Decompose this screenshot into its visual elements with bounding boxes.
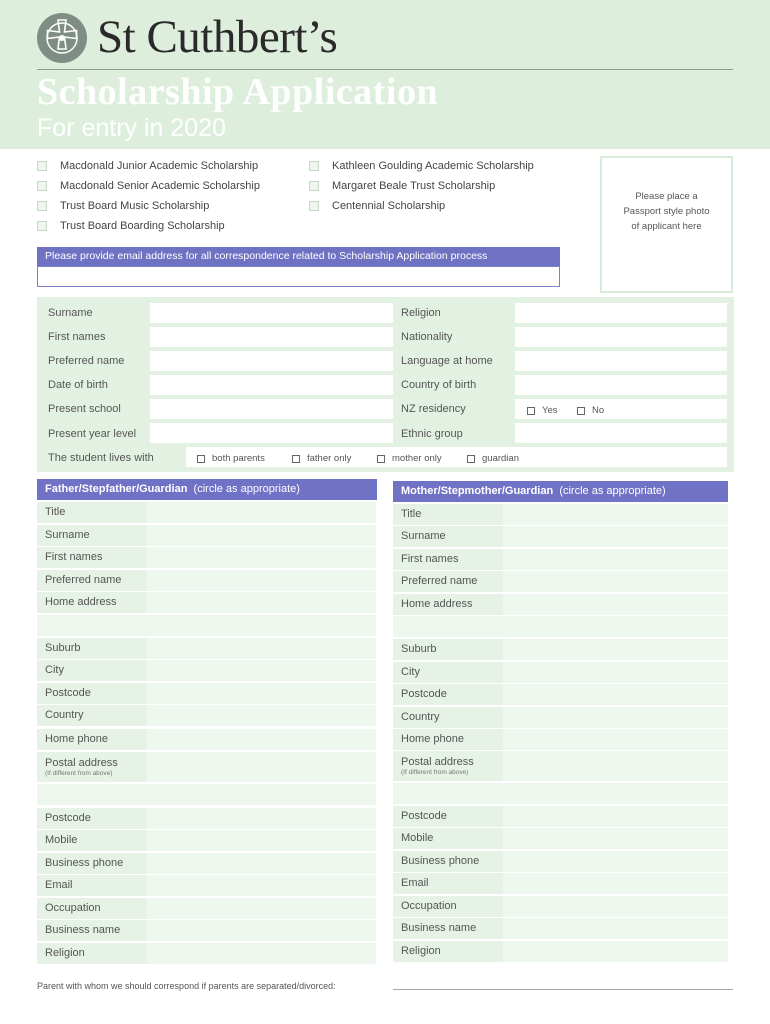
- field-label: Surname: [45, 529, 90, 541]
- father-field-row: [37, 705, 376, 726]
- field-label-preferred-name: Preferred name: [48, 355, 125, 367]
- mother-country-field[interactable]: [503, 707, 728, 728]
- lives-with-father-only[interactable]: [292, 453, 351, 464]
- father-field-row: [37, 752, 376, 782]
- postal-address-label: Postal address: [45, 757, 118, 769]
- field-label-nz-residency: NZ residency: [401, 403, 466, 415]
- field-label: Home phone: [401, 733, 464, 745]
- field-label-surname: Surname: [48, 307, 93, 319]
- field-label: Occupation: [45, 902, 101, 914]
- scholarship-label: Margaret Beale Trust Scholarship: [332, 180, 496, 192]
- scholarship-option[interactable]: [37, 199, 209, 213]
- father-field-row: [37, 875, 376, 896]
- field-label-first-names: First names: [48, 331, 106, 343]
- field-label: Home address: [401, 598, 473, 610]
- checkbox[interactable]: [37, 201, 47, 211]
- father-field-row: [37, 660, 376, 681]
- mother-postal-address-field[interactable]: [503, 751, 728, 781]
- email-field[interactable]: [37, 266, 560, 287]
- page-subtitle: For entry in 2020: [37, 114, 226, 142]
- father-postal-line-2[interactable]: [37, 784, 376, 805]
- mother-field-row: [393, 751, 728, 781]
- field-label: Business name: [45, 924, 121, 936]
- field-label: Postcode: [45, 812, 91, 824]
- mother-heading-note: (circle as appropriate): [559, 485, 666, 497]
- checkbox[interactable]: [37, 221, 47, 231]
- field-label: Occupation: [401, 900, 457, 912]
- residency-no-label: No: [592, 405, 605, 416]
- postal-address-note: (If different from above): [401, 769, 469, 776]
- field-label: Postcode: [401, 810, 447, 822]
- field-label-country-of-birth: Country of birth: [401, 379, 477, 391]
- field-label: Business name: [401, 922, 477, 934]
- preferred-name-field[interactable]: [150, 351, 393, 371]
- lives-with-guardian[interactable]: [467, 453, 519, 464]
- father-field-row: [37, 638, 376, 659]
- postal-address-label: Postal address: [401, 756, 474, 768]
- correspondence-parent-label: Parent with whom we should correspond if parents are separated/divorced:: [37, 981, 336, 991]
- scholarship-option[interactable]: [309, 179, 495, 193]
- mother-field-row: [393, 594, 728, 615]
- mother-postal-postcode-field[interactable]: [503, 806, 728, 827]
- field-label: Religion: [45, 947, 85, 959]
- scholarship-label: Macdonald Senior Academic Scholarship: [60, 180, 260, 192]
- surname-field[interactable]: [150, 303, 393, 323]
- checkbox[interactable]: [577, 407, 585, 415]
- checkbox[interactable]: [292, 455, 300, 463]
- field-label: Email: [401, 877, 429, 889]
- school-name: St Cuthbert’s: [97, 11, 338, 63]
- mother-suburb-field[interactable]: [503, 639, 728, 660]
- field-label: Preferred name: [401, 575, 478, 587]
- mother-field-row: [393, 662, 728, 683]
- religion-field[interactable]: [515, 303, 727, 323]
- field-label: Business phone: [401, 855, 480, 867]
- scholarship-option[interactable]: [37, 159, 258, 173]
- father-title-field[interactable]: [147, 502, 376, 523]
- mother-field-row: [393, 571, 728, 592]
- scholarship-label: Macdonald Junior Academic Scholarship: [60, 160, 259, 172]
- field-label: Suburb: [401, 643, 437, 655]
- photo-placeholder: [600, 156, 733, 293]
- mother-title-field[interactable]: [503, 504, 728, 525]
- scholarship-option[interactable]: [37, 179, 260, 193]
- father-city-field[interactable]: [147, 660, 376, 681]
- field-label: First names: [401, 553, 459, 565]
- father-field-row: [37, 830, 376, 851]
- lives-with-both-parents[interactable]: [197, 453, 265, 464]
- father-business-phone-field[interactable]: [147, 853, 376, 874]
- photo-instructions: Please place a Passport style photo of applicant here: [623, 191, 710, 232]
- scholarship-option[interactable]: [37, 219, 225, 233]
- father-field-row: [37, 729, 376, 750]
- field-label-language-at-home: Language at home: [401, 355, 493, 367]
- checkbox[interactable]: [37, 161, 47, 171]
- father-suburb-field[interactable]: [147, 638, 376, 659]
- field-label: City: [401, 666, 420, 678]
- father-religion-field[interactable]: [147, 943, 376, 964]
- father-first-names-field[interactable]: [147, 547, 376, 568]
- email-instruction-bar: Please provide email address for all correspondence related to Scholarship Application process: [37, 247, 560, 266]
- father-preferred-name-field[interactable]: [147, 570, 376, 591]
- option-label: both parents: [212, 453, 265, 464]
- field-label: Title: [401, 508, 422, 520]
- mother-field-row: [393, 526, 728, 547]
- scholarship-label: Trust Board Music Scholarship: [60, 200, 210, 212]
- mother-section-heading: [393, 481, 728, 502]
- checkbox[interactable]: [37, 181, 47, 191]
- father-field-row: [37, 943, 376, 964]
- father-field-row: [37, 502, 376, 523]
- scholarship-label: Centennial Scholarship: [332, 200, 446, 212]
- field-label-ethnic-group: Ethnic group: [401, 428, 463, 440]
- father-postal-address-field[interactable]: [147, 752, 376, 782]
- mother-field-row: [393, 918, 728, 939]
- father-surname-field[interactable]: [147, 525, 376, 546]
- scholarship-label: Kathleen Goulding Academic Scholarship: [332, 160, 534, 172]
- field-label: Business phone: [45, 857, 124, 869]
- field-label: Home phone: [45, 733, 108, 745]
- mother-mobile-field[interactable]: [503, 828, 728, 849]
- page-title: Scholarship Application: [37, 71, 439, 113]
- mother-heading-title: Mother/Stepmother/Guardian: [401, 485, 554, 497]
- father-field-row: [37, 547, 376, 568]
- field-label: Country: [45, 709, 84, 721]
- nationality-field[interactable]: [515, 327, 727, 347]
- correspondence-parent-field[interactable]: [393, 989, 733, 990]
- option-label: guardian: [482, 453, 519, 464]
- present-year-level-field[interactable]: [150, 423, 393, 443]
- father-postcode-field[interactable]: [147, 683, 376, 704]
- postal-address-note: (If different from above): [45, 770, 113, 777]
- first-names-field[interactable]: [150, 327, 393, 347]
- field-label-present-school: Present school: [48, 403, 121, 415]
- date-of-birth-field[interactable]: [150, 375, 393, 395]
- father-field-row: [37, 920, 376, 941]
- field-label-date-of-birth: Date of birth: [48, 379, 108, 391]
- checkbox[interactable]: [197, 455, 205, 463]
- mother-city-field[interactable]: [503, 662, 728, 683]
- field-label-lives-with: The student lives with: [48, 452, 154, 464]
- father-field-row: [37, 525, 376, 546]
- father-mobile-field[interactable]: [147, 830, 376, 851]
- father-field-row: [37, 808, 376, 829]
- field-label: [45, 757, 118, 778]
- checkbox[interactable]: [309, 201, 319, 211]
- mother-field-row: [393, 806, 728, 827]
- scholarship-option[interactable]: [309, 199, 445, 213]
- field-label: Postcode: [401, 688, 447, 700]
- language-at-home-field[interactable]: [515, 351, 727, 371]
- scholarship-label: Trust Board Boarding Scholarship: [60, 220, 225, 232]
- field-label: Home address: [45, 596, 117, 608]
- mother-surname-field[interactable]: [503, 526, 728, 547]
- mother-field-row: [393, 504, 728, 525]
- present-school-field[interactable]: [150, 399, 393, 419]
- father-email-field[interactable]: [147, 875, 376, 896]
- father-field-row: [37, 898, 376, 919]
- mother-field-row: [393, 896, 728, 917]
- mother-religion-field[interactable]: [503, 941, 728, 962]
- father-field-row: [37, 683, 376, 704]
- mother-address-line-2[interactable]: [393, 616, 728, 637]
- checkbox[interactable]: [527, 407, 535, 415]
- field-label: Suburb: [45, 642, 81, 654]
- father-postal-postcode-field[interactable]: [147, 808, 376, 829]
- father-occupation-field[interactable]: [147, 898, 376, 919]
- mother-field-row: [393, 707, 728, 728]
- father-heading-title: Father/Stepfather/Guardian: [45, 483, 188, 495]
- mother-first-names-field[interactable]: [503, 549, 728, 570]
- mother-home-phone-field[interactable]: [503, 729, 728, 750]
- mother-field-row: [393, 851, 728, 872]
- residency-yes-option[interactable]: [527, 405, 558, 416]
- field-label-nationality: Nationality: [401, 331, 453, 343]
- father-heading-note: (circle as appropriate): [193, 483, 300, 495]
- lives-with-area: [186, 447, 727, 467]
- field-label: [401, 756, 474, 777]
- mother-business-name-field[interactable]: [503, 918, 728, 939]
- field-label: Country: [401, 711, 440, 723]
- mother-field-row: [393, 729, 728, 750]
- mother-home-address-field[interactable]: [503, 594, 728, 615]
- father-country-field[interactable]: [147, 705, 376, 726]
- field-label: Title: [45, 506, 66, 518]
- mother-field-row: [393, 873, 728, 894]
- father-field-row: [37, 570, 376, 591]
- option-label: father only: [307, 453, 352, 464]
- residency-no-option[interactable]: [577, 405, 604, 416]
- lives-with-mother-only[interactable]: [377, 453, 442, 464]
- field-label: Postcode: [45, 687, 91, 699]
- checkbox[interactable]: [467, 455, 475, 463]
- residency-yes-label: Yes: [542, 405, 558, 416]
- mother-email-field[interactable]: [503, 873, 728, 894]
- checkbox[interactable]: [309, 181, 319, 191]
- option-label: mother only: [392, 453, 442, 464]
- field-label-present-year-level: Present year level: [48, 428, 137, 440]
- mother-field-row: [393, 941, 728, 962]
- father-section-heading: [37, 479, 377, 500]
- mother-postcode-field[interactable]: [503, 684, 728, 705]
- field-label: Surname: [401, 530, 446, 542]
- father-field-row: [37, 592, 376, 613]
- checkbox[interactable]: [377, 455, 385, 463]
- scholarship-option[interactable]: [309, 159, 534, 173]
- mother-field-row: [393, 828, 728, 849]
- father-home-address-field[interactable]: [147, 592, 376, 613]
- father-address-line-2[interactable]: [37, 615, 376, 636]
- mother-postal-line-2[interactable]: [393, 783, 728, 804]
- country-of-birth-field[interactable]: [515, 375, 727, 395]
- father-field-row: [37, 853, 376, 874]
- mother-field-row: [393, 639, 728, 660]
- field-label: Email: [45, 879, 73, 891]
- mother-occupation-field[interactable]: [503, 896, 728, 917]
- mother-field-row: [393, 684, 728, 705]
- father-business-name-field[interactable]: [147, 920, 376, 941]
- ethnic-group-field[interactable]: [515, 423, 727, 443]
- celtic-cross-icon: [37, 13, 87, 63]
- mother-business-phone-field[interactable]: [503, 851, 728, 872]
- field-label: Religion: [401, 945, 441, 957]
- field-label: Mobile: [401, 832, 434, 844]
- field-label: City: [45, 664, 64, 676]
- field-label-religion: Religion: [401, 307, 441, 319]
- father-home-phone-field[interactable]: [147, 729, 376, 750]
- mother-preferred-name-field[interactable]: [503, 571, 728, 592]
- field-label: Mobile: [45, 834, 78, 846]
- checkbox[interactable]: [309, 161, 319, 171]
- mother-field-row: [393, 549, 728, 570]
- field-label: First names: [45, 551, 103, 563]
- field-label: Preferred name: [45, 574, 122, 586]
